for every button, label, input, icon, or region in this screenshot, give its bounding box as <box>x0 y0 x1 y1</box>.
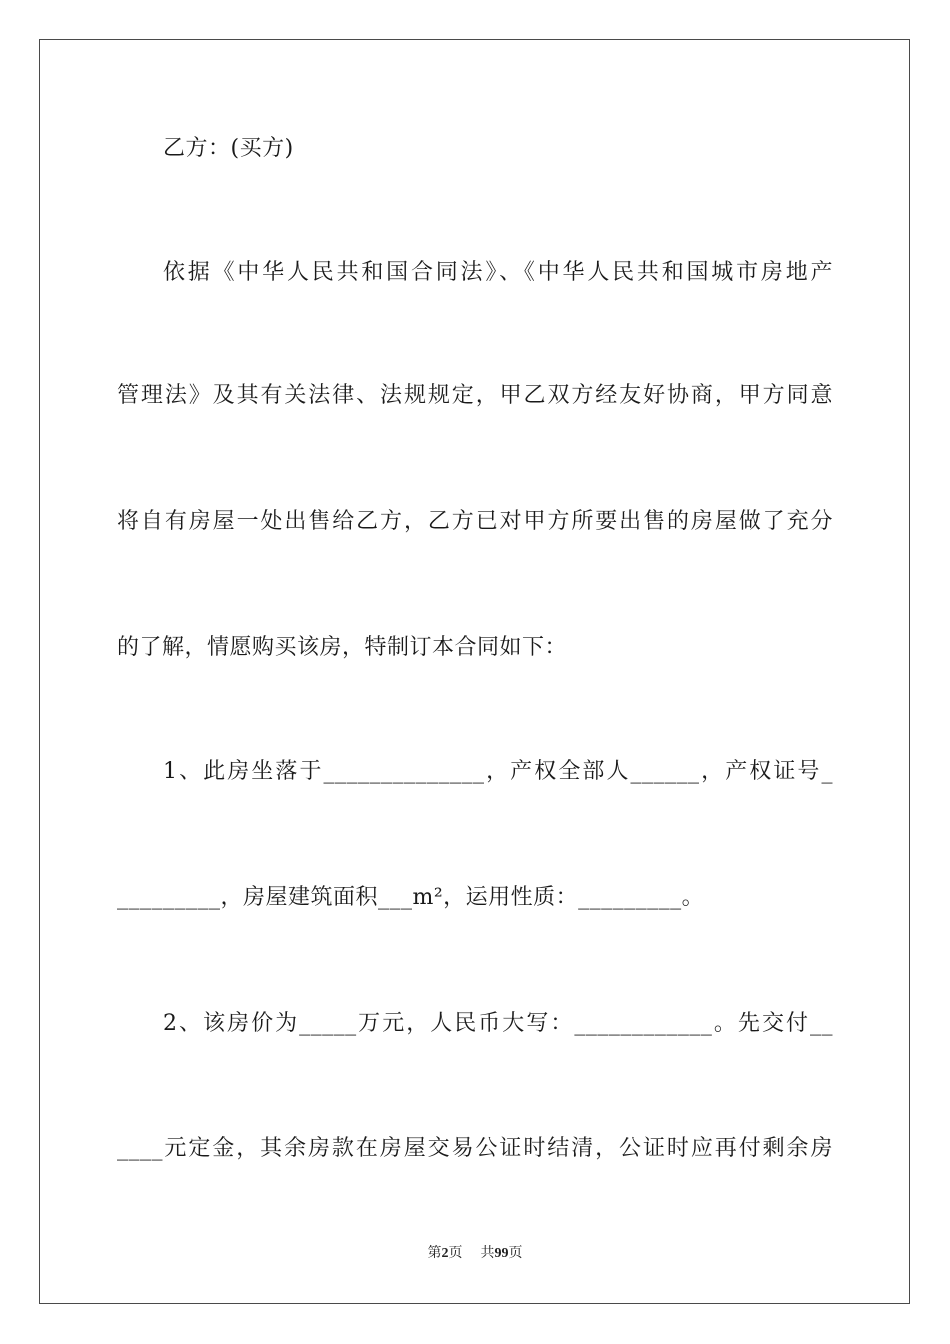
page-footer <box>0 1244 950 1264</box>
clause-2-line: 2、该房价为_____万元，人民币大写：____________。先交付__ <box>163 1011 833 1036</box>
clause-1-line: _________，房屋建筑面积___m²，运用性质：_________。 <box>117 885 705 910</box>
total-pages: 99 <box>494 1246 509 1261</box>
total-suffix: 页 <box>508 1246 523 1261</box>
paragraph-line: 将自有房屋一处出售给乙方，乙方已对甲方所要出售的房屋做了充分 <box>117 509 833 534</box>
page-frame <box>39 39 910 1304</box>
page-prefix: 第 <box>427 1246 442 1261</box>
party-b-line: 乙方：(买方) <box>163 136 294 161</box>
clause-1-line: 1、此房坐落于______________，产权全部人______，产权证号_ <box>163 759 833 784</box>
paragraph-line: 的了解，情愿购买该房，特制订本合同如下： <box>117 635 568 660</box>
clause-2-line: ____元定金，其余房款在房屋交易公证时结清，公证时应再付剩余房 <box>117 1136 833 1161</box>
page-suffix: 页 <box>448 1246 463 1261</box>
page-number: 2 <box>441 1246 449 1261</box>
paragraph-line: 依据《中华人民共和国合同法》、《中华人民共和国城市房地产 <box>163 260 833 285</box>
total-prefix: 共 <box>480 1246 495 1261</box>
paragraph-line: 管理法》及其有关法律、法规规定，甲乙双方经友好协商，甲方同意 <box>117 383 833 408</box>
